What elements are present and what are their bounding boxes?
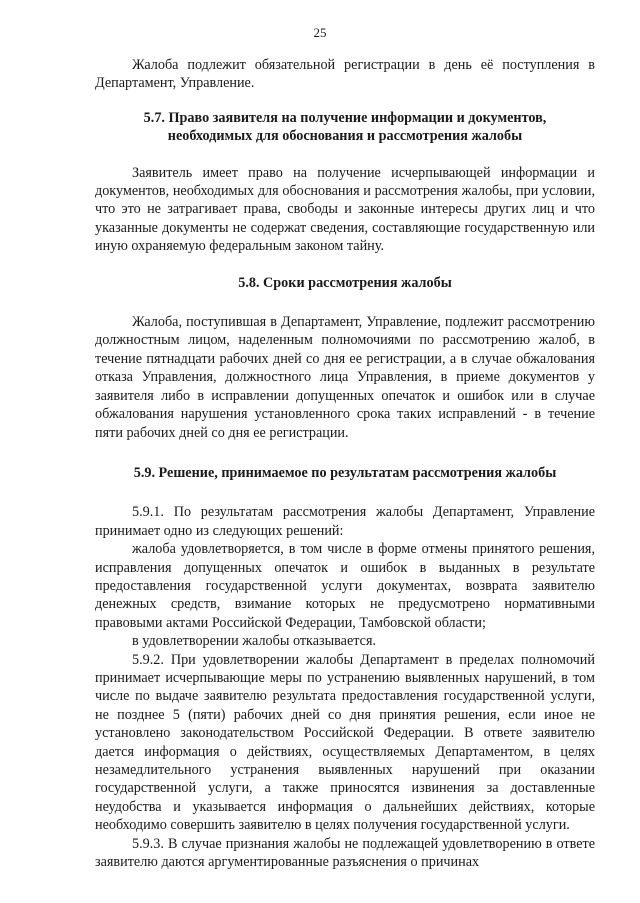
section-5-7-heading-line1: 5.7. Право заявителя на получение информации и документов, [143, 109, 547, 126]
section-5-9-heading: 5.9. Решение, принимаемое по результатам рассмотрения жалобы [133, 464, 557, 481]
section-5-8-heading: 5.8. Сроки рассмотрения жалобы [238, 274, 452, 291]
section-5-8-paragraph: Жалоба, поступившая в Департамент, Управление, подлежит рассмотрению должностным лицом, наделенным полномочиями по рассмотрению жалоб, в течение пятнадцати рабочих дней со дня ее регистрации, а в случае обжалования отказа Управления, должностного лица Управления, в приеме документов у заявителя либо в исправлении допущенных опечаток и ошибок или в случае обжалования нарушения установленного срока таких исправлений - в течение пяти рабочих дней со дня ее регистрации. [95, 314, 595, 441]
section-5-9-1-paragraph: 5.9.1. По результатам рассмотрения жалобы Департамент, Управление принимает одно из следующих решений: [95, 504, 595, 539]
section-5-7-heading [95, 109, 595, 146]
section-5-9-2-paragraph: 5.9.2. При удовлетворении жалобы Департамент в пределах полномочий принимает исчерпывающие меры по устранению выявленных нарушений, в том числе по выдаче заявителю результата предоставления государственной услуги, не позднее 5 (пяти) рабочих дней со дня принятия решения, если иное не установлено законодательством Российской Федерации. В ответе заявителю дается информация о действиях, осуществляемых Департаментом, в целях незамедлительного устранения выявленных нарушений при оказании государственной услуги, а также приносятся извинения за доставленные неудобства и указывается информация о дальнейших действиях, которые необходимо совершить заявителю в целях получения государственной услуги. [95, 651, 595, 834]
section-5-9-3-paragraph: 5.9.3. В случае признания жалобы не подлежащей удовлетворению в ответе заявителю даются аргументированные разъяснения о причинах [95, 835, 595, 871]
decision-item-refused: в удовлетворении жалобы отказывается. [132, 633, 377, 650]
page-number: 25 [313, 25, 327, 40]
decision-item-satisfied: жалоба удовлетворяется, в том числе в форме отмены принятого решения, исправления допущенных опечаток и ошибок в выданных в результате предоставления государственной услуги документах, возврата заявителю денежных средств, взимание которых не предусмотрено нормативными правовыми актами Российской Федерации, Тамбовской области; [95, 541, 595, 631]
section-5-7-paragraph: Заявитель имеет право на получение исчерпывающей информации и документов, необходимых для обоснования и рассмотрения жалобы, при условии, что это не затрагивает права, свободы и законные интересы других лиц и что указанные документы не содержат сведения, составляющие государственную или иную охраняемую федеральным законом тайну. [95, 164, 595, 255]
section-5-7-heading-line2: необходимых для обоснования и рассмотрения жалобы [167, 128, 523, 145]
intro-paragraph: Жалоба подлежит обязательной регистрации в день её поступления в Департамент, Управление. [95, 57, 595, 92]
document-body [95, 56, 595, 871]
